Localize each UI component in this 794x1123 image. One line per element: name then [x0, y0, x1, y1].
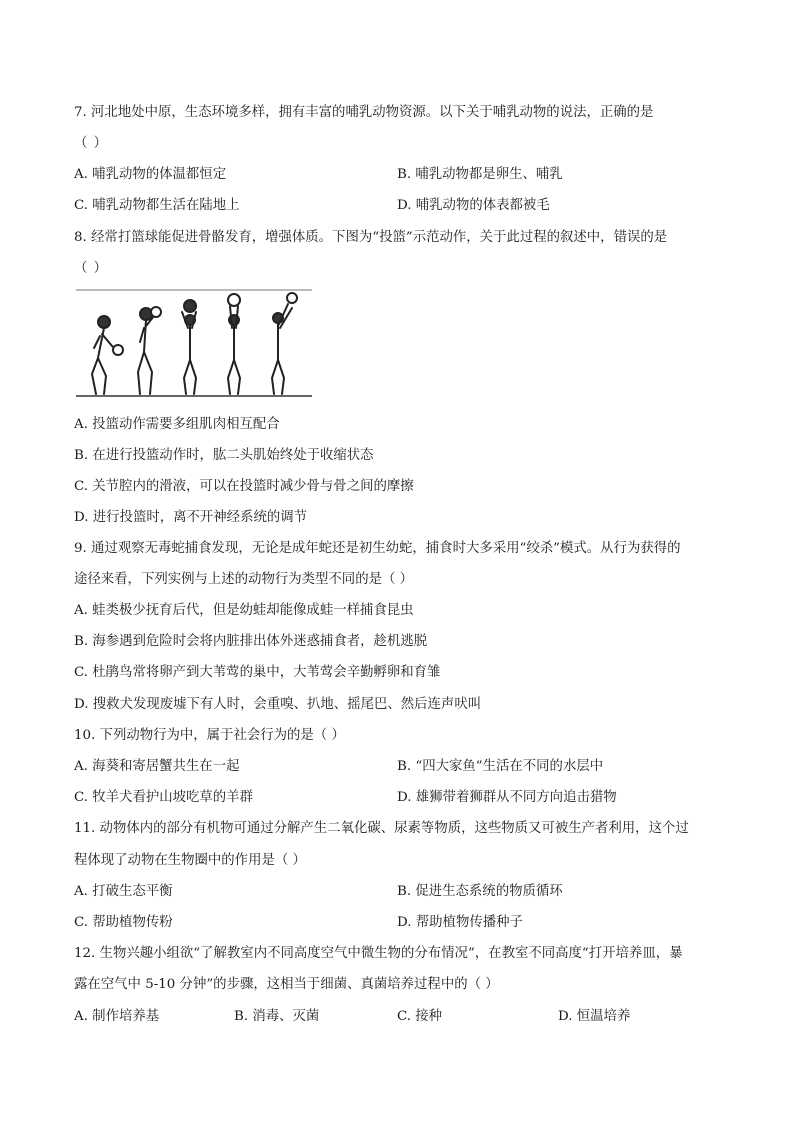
q11-stem-line-2: 程体现了动物在生物圈中的作用是（ ）	[74, 853, 306, 868]
q10-option-d: D. 雄狮带着狮群从不同方向追击猎物	[397, 790, 617, 805]
q8-option-c: C. 关节腔内的滑液，可以在投篮时减少骨与骨之间的摩擦	[74, 479, 414, 494]
q10-option-a: A. 海葵和寄居蟹共生在一起	[74, 759, 240, 774]
q7-option-c: C. 哺乳动物都生活在陆地上	[74, 198, 240, 213]
q8-answer-paren: （ ）	[74, 261, 109, 276]
q7-option-b: B. 哺乳动物都是卵生、哺乳	[397, 167, 563, 182]
q9-stem-line-1: 9. 通过观察无毒蛇捕食发现，无论是成年蛇还是初生幼蛇，捕食时大多采用“绞杀”模式。从行为获得的	[74, 541, 681, 556]
q7-option-d: D. 哺乳动物的体表都被毛	[397, 198, 550, 213]
player-pose-2	[138, 307, 161, 394]
q12-option-a: A. 制作培养基	[74, 1009, 160, 1024]
q11-option-c: C. 帮助植物传粉	[74, 915, 173, 930]
player-pose-3	[182, 300, 196, 394]
q8-option-a: A. 投篮动作需要多组肌肉相互配合	[74, 417, 280, 432]
q7-option-a: A. 哺乳动物的体温都恒定	[74, 167, 227, 182]
q12-option-d: D. 恒温培养	[558, 1009, 631, 1024]
q8-option-d: D. 进行投篮时，离不开神经系统的调节	[74, 510, 308, 525]
q12-option-b: B. 消毒、灭菌	[234, 1009, 320, 1024]
player-pose-5	[272, 293, 297, 394]
q10-option-c: C. 牧羊犬看护山坡吃草的羊群	[74, 790, 253, 805]
q11-option-b: B. 促进生态系统的物质循环	[397, 884, 563, 899]
q12-stem-line-1: 12. 生物兴趣小组欲“了解教室内不同高度空气中微生物的分布情况”，在教室不同高度“打开培养皿，暴	[74, 946, 683, 961]
q9-option-d: D. 搜救犬发现废墟下有人时，会重嗅、扒地、摇尾巴、然后连声吠叫	[74, 697, 482, 712]
player-pose-4	[228, 294, 240, 394]
q8-option-b: B. 在进行投篮动作时，肱二头肌始终处于收缩状态	[74, 448, 374, 463]
player-pose-1	[92, 316, 123, 394]
q10-option-b: B. “四大家鱼”生活在不同的水层中	[397, 759, 604, 774]
q9-stem-line-2: 途径来看，下列实例与上述的动物行为类型不同的是（ ）	[74, 572, 414, 587]
q9-option-b: B. 海参遇到危险时会将内脏排出体外迷惑捕食者，趁机逃脱	[74, 634, 428, 649]
q8-stem: 8. 经常打篮球能促进骨骼发育，增强体质。下图为“投篮”示范动作，关于此过程的叙述中，错误的是	[74, 230, 668, 245]
q9-option-a: A. 蛙类极少抚育后代，但是幼蛙却能像成蛙一样捕食昆虫	[74, 603, 414, 618]
q11-option-a: A. 打破生态平衡	[74, 884, 173, 899]
q9-option-c: C. 杜鹃鸟常将卵产到大苇莺的巢中，大苇莺会辛勤孵卵和育雏	[74, 665, 441, 680]
q10-stem: 10. 下列动物行为中，属于社会行为的是（ ）	[74, 728, 345, 743]
q12-stem-line-2: 露在空气中 5-10 分钟”的步骤，这相当于细菌、真菌培养过程中的（ ）	[74, 977, 499, 992]
q12-option-c: C. 接种	[397, 1009, 443, 1024]
q7-stem: 7. 河北地处中原，生态环境多样，拥有丰富的哺乳动物资源。以下关于哺乳动物的说法，正确的是	[74, 105, 654, 120]
q11-stem-line-1: 11. 动物体内的部分有机物可通过分解产生二氧化碳、尿素等物质，这些物质又可被生产者利用，这个过	[74, 821, 689, 836]
basketball-shooting-figure	[74, 288, 314, 400]
q11-option-d: D. 帮助植物传播种子	[397, 915, 523, 930]
q7-answer-paren: （ ）	[74, 136, 109, 151]
